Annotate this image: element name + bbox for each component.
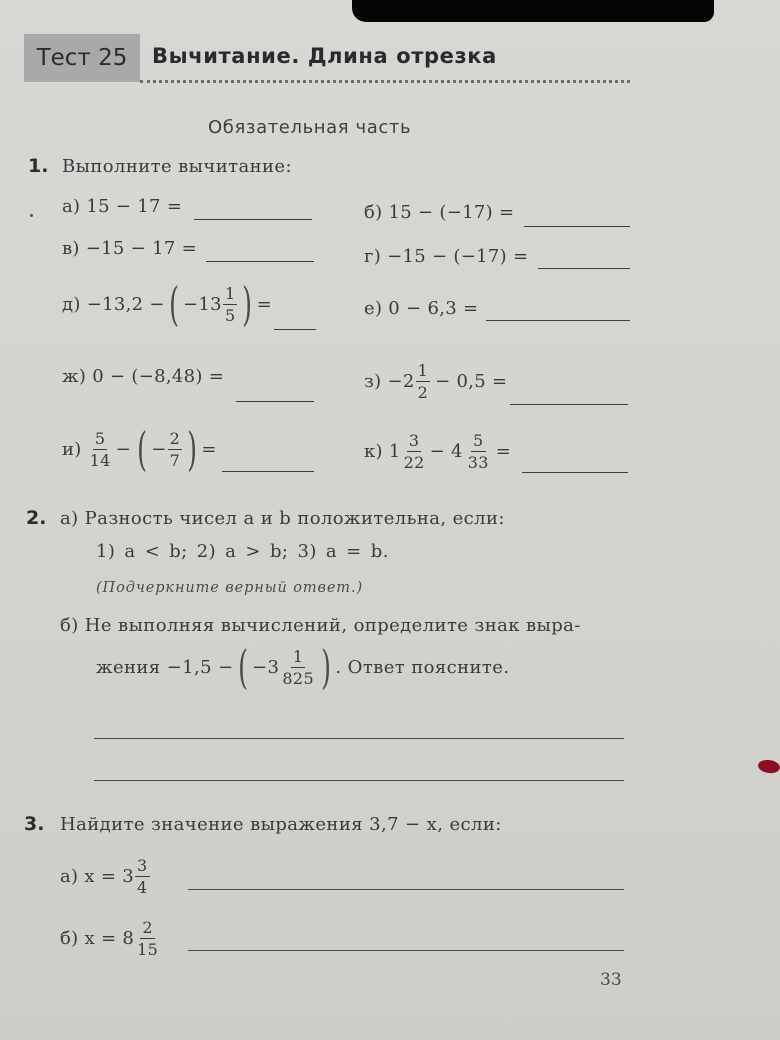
task2-part-b-line2	[96, 638, 509, 696]
task2-number: 2.	[26, 507, 47, 529]
answer-line-1[interactable]	[94, 738, 624, 739]
left-paren: (	[137, 422, 148, 476]
item-i-inner-minus: −	[151, 438, 167, 460]
header-rule	[140, 80, 630, 83]
task1-item-d	[62, 276, 272, 332]
answer-blank-b[interactable]	[524, 226, 630, 227]
item-k-equals: =	[495, 440, 512, 462]
item-i-prefix: и)	[62, 438, 82, 460]
item-i-fraction-1	[88, 429, 113, 470]
answer-blank-v[interactable]	[206, 261, 314, 262]
item-i-equals: =	[201, 438, 217, 460]
task1-item-k	[364, 422, 511, 480]
right-paren: )	[187, 422, 198, 476]
answer-blank-g[interactable]	[538, 268, 630, 269]
right-paren: )	[242, 277, 253, 331]
item-d-denominator: 5	[224, 305, 236, 325]
task2-hint: (Подчеркните верный ответ.)	[96, 580, 364, 596]
item-z-fraction	[416, 361, 430, 402]
task2-b-denominator: 825	[282, 668, 315, 688]
task3-b-prefix: б) x = 8	[60, 927, 135, 949]
speck	[30, 214, 33, 217]
redaction-bar	[352, 0, 714, 22]
item-i-denominator-2: 7	[169, 450, 181, 470]
task3-item-a	[60, 848, 151, 904]
left-paren: (	[168, 277, 179, 331]
item-i-numerator-1: 5	[94, 428, 106, 448]
item-d-numerator: 1	[224, 283, 236, 303]
item-k-denominator-1: 22	[403, 452, 425, 472]
task1-number: 1.	[28, 155, 49, 177]
answer-line-3b[interactable]	[188, 950, 624, 951]
answer-line-2[interactable]	[94, 780, 624, 781]
test-title: Вычитание. Длина отрезка	[152, 44, 497, 68]
task1-item-z	[364, 358, 507, 404]
item-d-equals: =	[256, 293, 273, 315]
task1-item-b: б) 15 − (−17) =	[364, 202, 515, 223]
item-z-denominator: 2	[417, 382, 429, 402]
task1-item-a: а) 15 − 17 =	[62, 196, 183, 217]
page-number: 33	[600, 970, 622, 990]
task3-a-numerator: 3	[137, 855, 148, 875]
task1-item-v: в) −15 − 17 =	[62, 238, 197, 259]
task2-part-a: а) Разность чисел a и b положительна, если:	[60, 508, 505, 529]
item-d-fraction	[223, 284, 237, 325]
item-k-fraction-2	[466, 431, 491, 472]
task3-number: 3.	[24, 813, 45, 835]
ink-stain	[757, 759, 780, 775]
answer-blank-zh[interactable]	[236, 401, 314, 402]
task1-item-g: г) −15 − (−17) =	[364, 246, 529, 267]
task1-item-i	[62, 420, 217, 478]
item-k-numerator-2: 5	[473, 430, 484, 450]
section-title: Обязательная часть	[208, 117, 412, 138]
item-i-minus: −	[115, 438, 131, 460]
task2-options[interactable]: 1) a < b; 2) a > b; 3) a = b.	[96, 541, 389, 562]
answer-blank-i[interactable]	[222, 471, 314, 472]
item-z-prefix: з) −2	[364, 370, 415, 392]
item-z-numerator: 1	[417, 360, 429, 380]
item-d-whole: −13	[183, 293, 222, 315]
item-i-numerator-2: 2	[169, 428, 181, 448]
task2-b-fraction	[280, 647, 316, 688]
item-d-prefix: д) −13,2 −	[62, 293, 165, 315]
answer-blank-z[interactable]	[510, 404, 628, 405]
item-k-denominator-2: 33	[467, 452, 489, 472]
task3-b-fraction	[135, 918, 160, 959]
item-k-fraction-1	[402, 431, 427, 472]
task3-prompt: Найдите значение выражения 3,7 − x, если:	[60, 814, 502, 835]
answer-line-3a[interactable]	[188, 889, 624, 890]
task3-item-b	[60, 910, 161, 966]
task2-b-prefix: жения −1,5 −	[96, 656, 234, 678]
item-k-numerator-1: 3	[408, 430, 420, 450]
task3-a-prefix: а) x = 3	[60, 865, 135, 887]
task2-part-b-line1: б) Не выполняя вычислений, определите знак выра-	[60, 615, 581, 636]
right-paren: )	[321, 640, 332, 694]
task1-prompt: Выполните вычитание:	[62, 156, 292, 177]
test-number-label: Тест 25	[24, 34, 140, 82]
task1-item-e: е) 0 − 6,3 =	[364, 298, 479, 319]
left-paren: (	[237, 640, 248, 694]
task2-b-numerator: 1	[292, 646, 304, 666]
test-header	[24, 34, 630, 88]
task3-a-fraction	[135, 856, 149, 897]
answer-blank-d[interactable]	[274, 329, 316, 330]
task3-a-denominator: 4	[137, 877, 148, 897]
answer-blank-k[interactable]	[522, 472, 628, 473]
task3-b-numerator: 2	[142, 917, 153, 937]
item-k-prefix: к) 1	[364, 440, 401, 462]
item-i-denominator-1: 14	[89, 450, 111, 470]
item-i-fraction-2	[168, 429, 182, 470]
task3-b-denominator: 15	[137, 939, 159, 959]
item-k-middle: − 4	[429, 440, 463, 462]
item-z-suffix: − 0,5 =	[435, 370, 508, 392]
answer-blank-a[interactable]	[194, 219, 312, 220]
task2-b-whole: −3	[251, 656, 280, 678]
task2-b-suffix: . Ответ поясните.	[335, 656, 510, 678]
answer-blank-e[interactable]	[486, 320, 630, 321]
task1-item-zh: ж) 0 − (−8,48) =	[62, 366, 225, 387]
